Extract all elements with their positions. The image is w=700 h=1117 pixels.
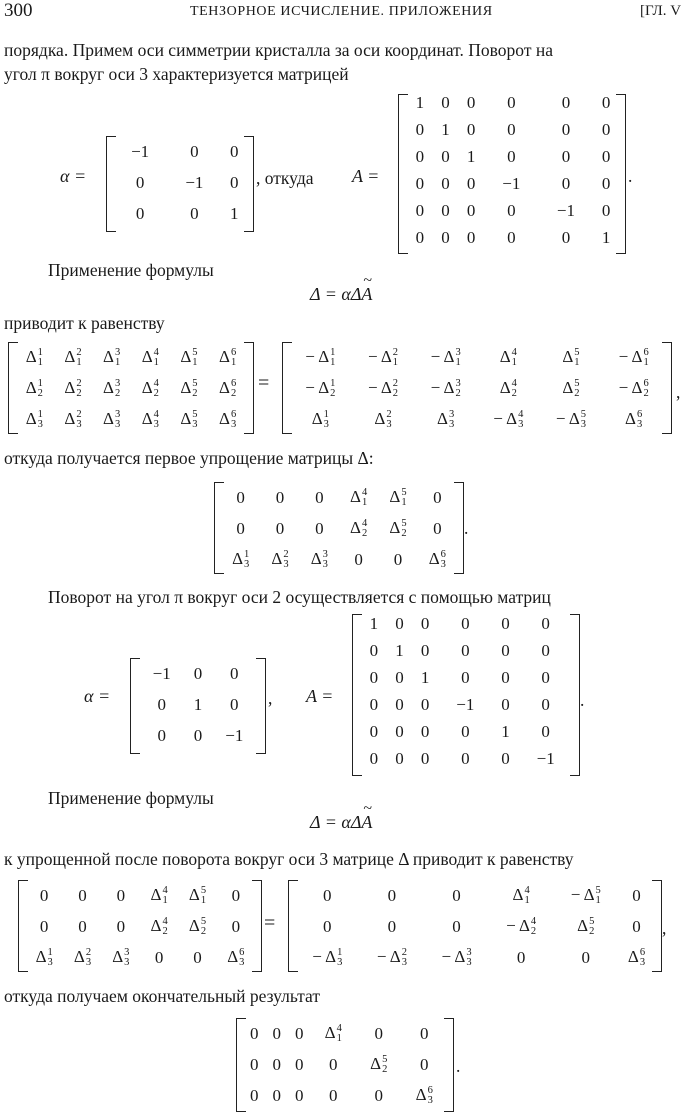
period: . <box>580 690 585 710</box>
matrix-entry: 0 <box>601 146 611 166</box>
matrix-entry: − Δ 2 1 <box>367 346 399 369</box>
matrix-entry: 0 <box>415 146 425 166</box>
matrix-entry: 1 <box>601 227 611 247</box>
matrix-entry: − Δ 4 2 <box>506 915 537 938</box>
matrix-entry: −1 <box>502 173 521 193</box>
matrix-row <box>221 482 457 513</box>
matrix-entry: 0 <box>466 227 476 247</box>
matrix-entry: Δ 6 3 <box>219 408 237 431</box>
matrix-entry: 0 <box>419 1054 429 1074</box>
minus-sign: − <box>506 915 519 935</box>
matrix-row <box>243 1049 447 1080</box>
matrix-entry: − Δ 1 3 <box>312 946 343 969</box>
matrix-entry: 0 <box>230 141 239 161</box>
matrix-row <box>361 745 573 772</box>
matrix-entry: 0 <box>39 916 49 936</box>
matrix-row <box>407 89 619 116</box>
matrix-entry: 0 <box>415 200 425 220</box>
matrix-entry: Δ 4 1 <box>150 884 168 907</box>
matrix-entry: Δ 4 2 <box>499 377 517 400</box>
matrix-entry: 0 <box>369 667 379 687</box>
matrix-entry: 0 <box>393 549 403 569</box>
chapter-marker: [ГЛ. V <box>640 3 682 19</box>
matrix-entry: 0 <box>315 518 324 538</box>
matrix-row <box>407 197 619 224</box>
matrix-entry: 0 <box>157 694 166 714</box>
matrix-row <box>113 198 247 229</box>
matrix-entry: 0 <box>461 748 470 768</box>
paragraph-line: приводит к равенству <box>4 313 165 333</box>
matrix-entry: 0 <box>541 694 550 714</box>
matrix-entry: Δ 3 3 <box>437 408 455 431</box>
period: . <box>456 1056 461 1076</box>
matrix-row <box>243 1018 447 1049</box>
matrix-row <box>407 116 619 143</box>
matrix-entry: 0 <box>466 92 476 112</box>
matrix-entry: 0 <box>295 1023 304 1043</box>
matrix-entry: − Δ 6 2 <box>618 377 649 400</box>
matrix-entry: Δ 6 3 <box>227 946 245 969</box>
matrix-entry: 0 <box>461 640 470 660</box>
matrix-entry: Δ 5 1 <box>562 346 580 369</box>
matrix-entry: Δ 5 1 <box>389 486 407 509</box>
matrix-entry: 0 <box>328 1085 338 1105</box>
matrix-entry: Δ 1 2 <box>25 377 43 400</box>
matrix-entry: Δ 5 2 <box>370 1053 388 1076</box>
matrix-entry: 0 <box>466 173 476 193</box>
matrix-entry: 0 <box>230 694 239 714</box>
paragraph-line: Поворот на угол π вокруг оси 2 осуществляется с помощью матриц <box>48 587 551 607</box>
matrix-entry: −1 <box>131 141 150 161</box>
matrix-entry: Δ 5 1 <box>180 346 198 369</box>
matrix-entry: 0 <box>78 885 87 905</box>
matrix-entry: 0 <box>420 694 430 714</box>
matrix-entry: Δ 5 2 <box>180 377 198 400</box>
matrix-entry: 0 <box>387 916 397 936</box>
minus-sign: − <box>367 377 381 397</box>
matrix-entry: 0 <box>193 663 203 683</box>
matrix-entry: 0 <box>581 947 590 967</box>
paragraph-line: откуда получаем окончательный результат <box>4 986 320 1006</box>
matrix-entry: − Δ 1 2 <box>305 377 336 400</box>
alpha-label: α = <box>60 166 87 186</box>
matrix-entry: − Δ 5 1 <box>570 884 601 907</box>
matrix-entry: 0 <box>441 200 450 220</box>
matrix-entry: 0 <box>507 119 516 139</box>
matrix-entry: 0 <box>420 721 430 741</box>
matrix-entry: 0 <box>231 885 241 905</box>
matrix-entry: 0 <box>501 667 510 687</box>
matrix-entry: 0 <box>415 227 425 247</box>
matrix-entry: Δ 4 2 <box>150 915 168 938</box>
matrix-entry: − Δ 4 3 <box>493 408 524 431</box>
matrix-entry: 0 <box>507 92 516 112</box>
matrix-delta-rhs <box>282 342 672 434</box>
matrix-entry: −1 <box>225 725 244 745</box>
matrix-entry: 0 <box>541 721 550 741</box>
page-number: 300 <box>4 0 33 21</box>
matrix-entry: Δ 5 3 <box>180 408 198 431</box>
matrix-entry: Δ 6 3 <box>428 548 446 571</box>
matrix-entry: 0 <box>157 725 166 745</box>
matrix-entry: −1 <box>556 200 576 220</box>
matrix-entry: Δ 2 3 <box>271 548 289 571</box>
matrix-entry: 0 <box>354 549 363 569</box>
matrix-entry: 0 <box>116 916 126 936</box>
matrix-entry: 0 <box>461 667 470 687</box>
matrix-entry: −1 <box>185 172 204 192</box>
otkuda-text: , откуда <box>256 168 314 188</box>
matrix-entry: 1 <box>441 119 450 139</box>
matrix-row <box>295 942 655 973</box>
matrix-row <box>113 167 247 198</box>
matrix-entry: 0 <box>374 1085 383 1105</box>
matrix-entry: 0 <box>295 1085 304 1105</box>
matrix-entry: Δ 4 1 <box>512 884 530 907</box>
matrix-row <box>361 610 573 637</box>
minus-sign: − <box>430 377 444 397</box>
matrix-entry: Δ 1 1 <box>25 346 43 369</box>
matrix-entry: 0 <box>135 203 145 223</box>
matrix-entry: 0 <box>374 1023 383 1043</box>
matrix-entry: 0 <box>369 748 379 768</box>
matrix-entry: 1 <box>501 721 510 741</box>
matrix-entry: 0 <box>39 885 49 905</box>
matrix-entry: − Δ 2 2 <box>367 377 399 400</box>
matrix-entry: 0 <box>395 721 404 741</box>
matrix-row <box>361 691 573 718</box>
matrix-entry: Δ 5 2 <box>577 915 595 938</box>
matrix-entry: 1 <box>466 146 476 166</box>
matrix-entry: 0 <box>441 173 450 193</box>
matrix-row <box>221 513 457 544</box>
matrix-entry: 0 <box>116 885 126 905</box>
matrix-entry: Δ 2 3 <box>374 408 392 431</box>
matrix-entry: Δ 6 2 <box>219 377 237 400</box>
matrix-entry: Δ 2 3 <box>73 946 92 969</box>
matrix-entry: − Δ 5 3 <box>555 408 586 431</box>
A-label: A = <box>306 686 334 706</box>
matrix-entry: 0 <box>541 613 550 633</box>
matrix-delta-lhs <box>8 342 254 434</box>
matrix-row <box>25 942 255 973</box>
matrix-delta-simplified-1 <box>214 482 464 574</box>
matrix-row <box>137 720 259 751</box>
matrix-entry: Δ 3 3 <box>112 946 130 969</box>
matrix-entry: 0 <box>250 1085 259 1105</box>
matrix-entry: 1 <box>395 640 404 660</box>
matrix-entry: 0 <box>441 92 450 112</box>
matrix-entry: Δ 4 1 <box>499 346 517 369</box>
A-label: A = <box>352 166 380 186</box>
matrix-entry: Δ 6 3 <box>625 408 643 431</box>
matrix-entry: − Δ 3 2 <box>430 377 461 400</box>
matrix-row <box>295 880 655 911</box>
minus-sign: − <box>367 346 381 366</box>
matrix-entry: 0 <box>452 916 461 936</box>
matrix-entry: 0 <box>419 1023 429 1043</box>
matrix-entry: Δ 5 2 <box>389 517 407 540</box>
matrix-entry: 0 <box>78 916 87 936</box>
matrix-entry: 0 <box>461 613 470 633</box>
matrix-entry: 0 <box>441 227 450 247</box>
matrix-entry: 0 <box>420 748 430 768</box>
matrix-entry: 0 <box>275 487 285 507</box>
period: . <box>628 166 633 186</box>
matrix-entry: 0 <box>323 885 332 905</box>
matrix-entry: Δ 6 3 <box>627 946 646 969</box>
matrix-A-1 <box>398 94 626 254</box>
matrix-entry: 0 <box>501 640 510 660</box>
matrix-row <box>289 373 665 404</box>
matrix-row <box>289 404 665 435</box>
matrix-entry: Δ 5 2 <box>562 377 580 400</box>
matrix-entry: 0 <box>466 200 476 220</box>
matrix-entry: 0 <box>601 119 611 139</box>
formula: Δ = αΔA ~ <box>310 812 372 833</box>
matrix-entry: 0 <box>154 947 164 967</box>
matrix-entry: Δ 4 1 <box>141 346 159 369</box>
matrix-entry: Δ 1 3 <box>232 548 250 571</box>
A-tilde: A ~ <box>361 812 372 833</box>
matrix-entry: 0 <box>323 916 332 936</box>
matrix-entry: 0 <box>369 721 379 741</box>
matrix-entry: Δ 1 3 <box>25 408 43 431</box>
matrix-entry: 0 <box>452 885 461 905</box>
paragraph-line: откуда получается первое упрощение матрицы Δ: <box>4 448 374 468</box>
minus-sign: − <box>312 946 326 966</box>
matrix-entry: 0 <box>315 487 324 507</box>
matrix-alpha-2 <box>130 658 266 754</box>
matrix-entry: 0 <box>230 663 239 683</box>
matrix-entry: 0 <box>420 640 430 660</box>
formula: Δ = αΔA ~ <box>310 284 372 305</box>
matrix-entry: 0 <box>193 725 203 745</box>
matrix-entry: 0 <box>561 92 571 112</box>
matrix-entry: Δ 3 1 <box>103 346 121 369</box>
matrix-entry: Δ 2 2 <box>64 377 82 400</box>
paragraph-line: порядка. Примем оси симметрии кристалла за оси координат. Поворот на <box>4 40 553 60</box>
matrix-entry: Δ 4 2 <box>350 517 368 540</box>
matrix-row <box>137 658 259 689</box>
minus-sign: − <box>305 346 319 366</box>
matrix-entry: 0 <box>433 518 442 538</box>
matrix-entry: Δ 5 1 <box>188 884 207 907</box>
matrix-entry: 0 <box>501 748 510 768</box>
matrix-entry: 0 <box>561 119 571 139</box>
matrix-entry: 0 <box>272 1085 281 1105</box>
matrix-entry: 0 <box>433 487 442 507</box>
matrix-entry: Δ 1 3 <box>311 408 329 431</box>
matrix-entry: Δ 3 3 <box>103 408 121 431</box>
matrix-entry: 0 <box>516 947 526 967</box>
matrix-entry: Δ 2 1 <box>64 346 82 369</box>
matrix-entry: 0 <box>561 227 571 247</box>
matrix-entry: −1 <box>456 694 475 714</box>
matrix-entry: Δ 5 2 <box>188 915 207 938</box>
matrix-delta-final <box>236 1018 454 1112</box>
minus-sign: − <box>493 408 507 428</box>
matrix-entry: 0 <box>275 518 285 538</box>
matrix-entry: 0 <box>501 613 510 633</box>
matrix-entry: 0 <box>193 947 202 967</box>
comma: , <box>662 918 667 938</box>
matrix-entry: 0 <box>369 694 379 714</box>
matrix-entry: 1 <box>369 613 379 633</box>
matrix-row <box>361 718 573 745</box>
matrix-entry: Δ 1 3 <box>35 946 53 969</box>
matrix-entry: 0 <box>507 200 516 220</box>
matrix-entry: 0 <box>190 141 199 161</box>
matrix-row <box>407 143 619 170</box>
matrix-row <box>289 342 665 373</box>
matrix-entry: 0 <box>541 667 550 687</box>
matrix-entry: 0 <box>395 694 404 714</box>
equals-sign: = <box>264 912 276 934</box>
matrix-entry: 0 <box>561 173 571 193</box>
matrix-entry: Δ 2 3 <box>64 408 82 431</box>
matrix-entry: − Δ 3 1 <box>430 346 461 369</box>
matrix-entry: 0 <box>295 1054 304 1074</box>
matrix-entry: 0 <box>387 885 397 905</box>
matrix-entry: 0 <box>250 1054 259 1074</box>
matrix-entry: 0 <box>415 173 425 193</box>
matrix-delta-s2-lhs <box>18 880 262 972</box>
matrix-row <box>361 637 573 664</box>
matrix-row <box>361 664 573 691</box>
matrix-entry: −1 <box>152 663 171 683</box>
matrix-entry: 0 <box>395 613 404 633</box>
paragraph-line: Применение формулы <box>48 788 214 808</box>
matrix-entry: 0 <box>441 146 450 166</box>
matrix-entry: Δ 4 1 <box>350 486 368 509</box>
matrix-entry: − Δ 3 3 <box>441 946 472 969</box>
matrix-entry: 0 <box>461 721 470 741</box>
matrix-entry: 0 <box>190 203 199 223</box>
minus-sign: − <box>555 408 569 428</box>
minus-sign: − <box>441 946 455 966</box>
minus-sign: − <box>618 377 632 397</box>
matrix-entry: 0 <box>272 1023 281 1043</box>
matrix-row <box>25 911 255 942</box>
matrix-entry: 1 <box>230 203 239 223</box>
matrix-entry: − Δ 6 1 <box>618 346 649 369</box>
matrix-entry: − Δ 2 3 <box>376 946 407 969</box>
matrix-row <box>25 880 255 911</box>
matrix-row <box>15 404 247 435</box>
matrix-entry: 0 <box>395 667 404 687</box>
matrix-entry: 0 <box>415 119 425 139</box>
matrix-entry: 0 <box>272 1054 281 1074</box>
matrix-entry: 0 <box>507 227 516 247</box>
matrix-entry: 0 <box>369 640 379 660</box>
matrix-entry: 0 <box>328 1054 338 1074</box>
matrix-entry: Δ 6 3 <box>415 1084 433 1107</box>
matrix-A-2 <box>352 614 580 776</box>
matrix-delta-s2-rhs <box>288 880 662 972</box>
matrix-row <box>295 911 655 942</box>
comma: , <box>268 688 273 708</box>
matrix-row <box>407 170 619 197</box>
minus-sign: − <box>618 346 632 366</box>
running-head: ТЕНЗОРНОЕ ИСЧИСЛЕНИЕ. ПРИЛОЖЕНИЯ <box>190 4 493 19</box>
alpha-label: α = <box>84 686 111 706</box>
matrix-row <box>137 689 259 720</box>
matrix-entry: −1 <box>536 748 555 768</box>
matrix-entry: Δ 3 3 <box>310 548 328 571</box>
matrix-entry: Δ 6 1 <box>219 346 237 369</box>
matrix-entry: − Δ 1 1 <box>305 346 336 369</box>
paragraph-line: Применение формулы <box>48 260 214 280</box>
matrix-entry: 0 <box>632 885 641 905</box>
matrix-entry: 0 <box>507 146 516 166</box>
paragraph-line: к упрощенной после поворота вокруг оси 3 матрице Δ приводит к равенству <box>4 849 574 869</box>
matrix-row <box>407 224 619 251</box>
matrix-entry: 0 <box>466 119 476 139</box>
matrix-entry: Δ 4 3 <box>141 408 159 431</box>
matrix-entry: 0 <box>501 694 510 714</box>
matrix-entry: 1 <box>415 92 425 112</box>
matrix-entry: 0 <box>601 173 611 193</box>
A-tilde: A ~ <box>361 284 372 305</box>
minus-sign: − <box>305 377 319 397</box>
matrix-row <box>113 136 247 167</box>
matrix-entry: 0 <box>231 916 241 936</box>
comma: , <box>676 382 681 402</box>
matrix-row <box>243 1080 447 1111</box>
matrix-entry: 0 <box>541 640 550 660</box>
matrix-entry: 0 <box>236 487 245 507</box>
matrix-entry: Δ 3 2 <box>103 377 121 400</box>
matrix-entry: 1 <box>193 694 203 714</box>
matrix-entry: 0 <box>561 146 571 166</box>
matrix-entry: 0 <box>601 92 611 112</box>
matrix-entry: Δ 4 1 <box>324 1022 342 1045</box>
matrix-entry: 0 <box>230 172 239 192</box>
minus-sign: − <box>570 884 584 904</box>
matrix-row <box>15 342 247 373</box>
matrix-entry: 0 <box>420 613 430 633</box>
matrix-alpha-1 <box>106 136 254 232</box>
period: . <box>464 518 469 538</box>
paragraph-line: угол π вокруг оси 3 характеризуется матрицей <box>4 64 349 84</box>
matrix-entry: 0 <box>135 172 145 192</box>
minus-sign: − <box>430 346 444 366</box>
matrix-row <box>15 373 247 404</box>
matrix-entry: Δ 4 2 <box>141 377 159 400</box>
matrix-row <box>221 544 457 575</box>
matrix-entry: 0 <box>236 518 245 538</box>
matrix-entry: 0 <box>395 748 404 768</box>
matrix-entry: 0 <box>632 916 641 936</box>
minus-sign: − <box>376 946 390 966</box>
matrix-entry: 0 <box>250 1023 259 1043</box>
matrix-entry: 0 <box>601 200 611 220</box>
equals-sign: = <box>258 372 270 394</box>
matrix-entry: 1 <box>420 667 430 687</box>
